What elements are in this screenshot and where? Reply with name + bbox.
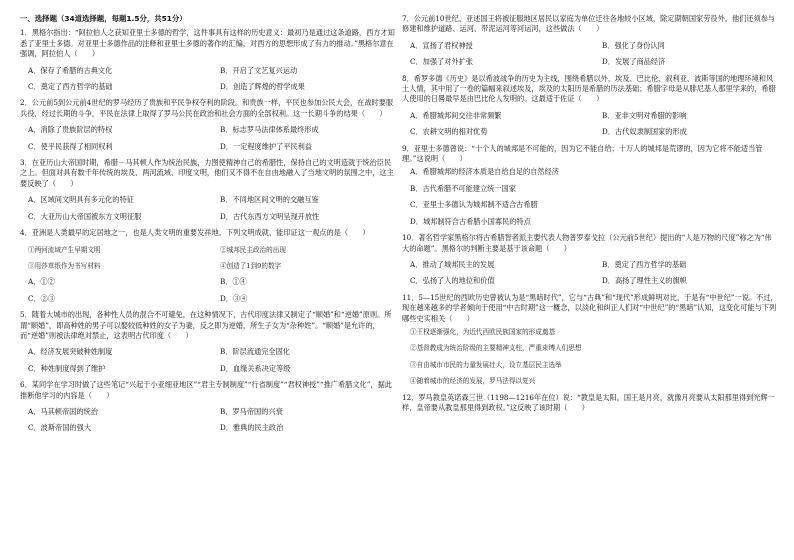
question-6 — [20, 380, 396, 437]
option-d[interactable]: D．高扬了理性主义的旗帜 — [602, 276, 687, 286]
option-d[interactable]: D．古代东西方文明呈现开放性 — [220, 211, 320, 221]
option-b[interactable]: B．开启了文艺复兴运动 — [220, 65, 298, 75]
question-stem: 1．黑格尔指出：“阿拉伯人之获知亚里士多德的哲学，这件事具有这样的历史意义：最初乃是通过这条道路，西方才知悉了亚里士多德。对亚里士多德作品的注释和亚里士多德的著作的汇编，对西方的思想形成了有力的推动。”黑格尔意在强调，阿拉伯人（ ） — [20, 28, 395, 59]
question-2 — [20, 98, 396, 155]
question-8 — [402, 74, 778, 141]
option-a[interactable]: A．经济发展突破种姓制度 — [28, 347, 113, 357]
question-stem: 7．公元前10世纪，亚述国王将被征服地区居民以家庭为单位迁往各地较小区域，除定期朝国家劳役外，他们还须参与修建和维护道路、运河、带泥运河等河运河，这些做法（ ） — [402, 14, 776, 34]
option-d[interactable]: D．创造了辉煌的哲学成果 — [220, 82, 305, 92]
question-7 — [402, 14, 778, 71]
option-a[interactable]: A．消除了贵族阶层的特权 — [28, 125, 113, 135]
left-column — [20, 14, 396, 440]
option-c[interactable]: C．种姓制度得到了维护 — [28, 363, 106, 373]
question-4 — [20, 228, 396, 307]
option-a[interactable]: A．希腊城邦间交往非常频繁 — [410, 110, 502, 120]
question-stem: 3．在亚历山大帝国时期，希腊－马其顿人作为统治民族，力图使精神自己的希腊性，保持自己的文明造就于统治臣民之上。但面对具有数千年传统的埃及、两河流域、印度文明，他们又不得不在自由地融入了当地文明的氛围之中，这主要反映了（ ） — [20, 158, 394, 188]
option-a[interactable]: A．马其顿帝国的统治 — [28, 406, 98, 416]
section-title: 一、选择题（34道选择题，每题1.5分，共51分） — [20, 14, 187, 23]
option-a[interactable]: A．宣扬了君权神授 — [410, 40, 473, 50]
option-a[interactable]: A．区域间文明具有多元化的特征 — [28, 195, 134, 205]
statement-3: ③用莎草纸作为书写材料 — [28, 261, 101, 270]
question-stem: 10．著名哲学家黑格尔将古希腊智者派主要代表人物普罗泰戈拉（公元前5世纪）提出的“人是万物的尺度”称之为“伟大的命题”。黑格尔的判断主要是基于该命题（ ） — [402, 233, 772, 253]
option-d[interactable]: D．发展了商品经济 — [602, 57, 666, 67]
option-b[interactable]: B．强化了身份认同 — [602, 40, 665, 50]
option-d[interactable]: D．雅典的民主政治 — [220, 423, 284, 433]
option-c[interactable]: C．弘扬了人的地位和价值 — [410, 276, 495, 286]
option-a[interactable]: A．①② — [28, 277, 55, 287]
option-d[interactable]: D．血缘关系决定等级 — [220, 363, 291, 373]
option-c[interactable]: C．使平民获得了相同权利 — [28, 141, 113, 151]
option-b[interactable]: B．阶层流通完全固化 — [220, 347, 290, 357]
question-stem: 6．某同学在学习时做了这些笔记“兴起于小亚细亚地区”“君主专制制度”“行省制度”“君权神授”“推广希腊文化”，据此推断他学习的内容是（ ） — [20, 380, 392, 400]
option-d[interactable]: D．③④ — [220, 293, 248, 303]
option-d[interactable]: D．城邦制符合古希腊小国寡民的特点 — [410, 216, 531, 226]
statement-3: ③自由城市市民的力量发展壮大，设立基层民主选举 — [410, 360, 562, 369]
question-3 — [20, 158, 396, 225]
question-11 — [402, 293, 778, 390]
option-b[interactable]: B．古代希腊不可能建立统一国家 — [410, 183, 516, 193]
question-1 — [20, 28, 396, 95]
statement-2: ②基督教成为统治阶级的主要精神支柱，严重束缚人们思想 — [410, 344, 582, 353]
option-d[interactable]: D．古代奴隶制国家的形成 — [602, 127, 687, 137]
question-stem: 9．亚里士多德曾说：“十个人的城邦是不可能的，因为它不能自给；十万人的城邦是荒谬的，因为它将不能适当管理。”这说明（ ） — [402, 143, 763, 164]
statement-4: ④随着城市的经济的发展，罗马法得以复兴 — [410, 377, 536, 386]
option-b[interactable]: B．标志罗马法律体系最终形成 — [220, 125, 319, 135]
statement-1: ①王权逐渐强化，为近代西欧民族国家的形成奠基 — [410, 327, 556, 336]
option-d[interactable]: D．一定程度维护了平民利益 — [220, 141, 313, 151]
option-c[interactable]: C．大亚历山大帝国被东方文明征服 — [28, 211, 142, 221]
option-b[interactable]: B．罗马帝国的兴衰 — [220, 406, 283, 416]
question-stem: 11．5—15世纪的西欧历史曾被认为是“黑暗时代”，它与“古典”和“现代”形成鲜明对比，于是有“中世纪”一说。不过，现在越来越多的学者倾向于使用“中古时期”这一概念，以淡化和纠正人们对“中世纪”的“黑暗”认知，这变化可能与下列哪些史实相关（ ） — [402, 292, 778, 323]
question-stem: 4．亚洲是人类最早的定居地之一，也是人类文明的重要发祥地。下列文明成就，能印证这一观点的是（ ） — [20, 228, 370, 238]
option-c[interactable]: C．亚里士多德认为城邦制不适合古希腊 — [410, 200, 538, 210]
option-b[interactable]: B．①④ — [220, 277, 247, 287]
option-c[interactable]: C．农耕文明的相对优势 — [410, 127, 488, 137]
statement-1: ①两河流域产生早期文明 — [28, 245, 101, 254]
question-9 — [402, 144, 778, 230]
question-stem: 2．公元前5到公元前4世纪的罗马经历了贵族和平民争权夺利的阶段。和贵族一样，平民也参加公民大会，在战时要服兵役，经过长期的斗争，平民在法律上取得了罗马公民在政治和社会方面的全部权利。这一长期斗争的结果（ ） — [20, 98, 394, 118]
option-a[interactable]: A．保存了希腊的古典文化 — [28, 65, 113, 75]
question-stem: 8．希罗多德《历史》是以希波战争的历史为主线，围绕希腊以外，埃及、巴比伦、叙利亚、波斯等国的地理环境和风土人情，其中用了一卷的篇幅来叙述埃及，埃及的太阳历是希腊的历法基础；希腊字母是从腓尼基人那里学来的，希腊人使用的日晷最早是由巴比伦人发明的。这最适于佐证（ ） — [402, 73, 776, 104]
question-stem: 5．随着大城市的出现，各种性人员的混合不可避免，在这种情况下，古代印度法律又制定了“顺婚”和“逆婚”原则。所谓“顺婚”，即高种姓的男子可以娶较低种姓的女子为妻，反之即为逆婚，所生子女为“杂种姓”。“顺婚”是允许的，而“逆婚”则被法律绝对禁止，这表明古代印度（ ） — [20, 310, 392, 340]
question-10 — [402, 233, 778, 290]
question-stem: 12．罗马教皇英诺森三世（1198—1216年在位）说：“教皇是太阳，国王是月亮，就像月亮要从太阳那里得到光辉一样，皇帝要从教皇那里得到政权。”这反映了该时期（ ） — [402, 392, 775, 412]
option-c[interactable]: C．②③ — [28, 293, 56, 303]
option-c[interactable]: C．奠定了西方哲学的基础 — [28, 82, 113, 92]
statement-4: ④创造了1到9的数字 — [220, 261, 282, 270]
question-5 — [20, 310, 396, 377]
option-c[interactable]: C．波斯帝国的强大 — [28, 423, 92, 433]
question-12 — [402, 393, 778, 414]
option-b[interactable]: B．奠定了西方哲学的基础 — [602, 259, 687, 269]
option-c[interactable]: C．加强了对外扩张 — [410, 57, 474, 67]
option-a[interactable]: A．希腊城邦的经济本质是自给自足的自然经济 — [410, 167, 559, 177]
option-a[interactable]: A．推动了城邦民主的发展 — [410, 259, 495, 269]
right-column — [402, 14, 778, 416]
option-b[interactable]: B．不同地区间文明的交融互鉴 — [220, 195, 319, 205]
statement-2: ②城邦民主政治的出现 — [220, 245, 286, 254]
option-b[interactable]: B．亚非文明对希腊的影响 — [602, 110, 687, 120]
